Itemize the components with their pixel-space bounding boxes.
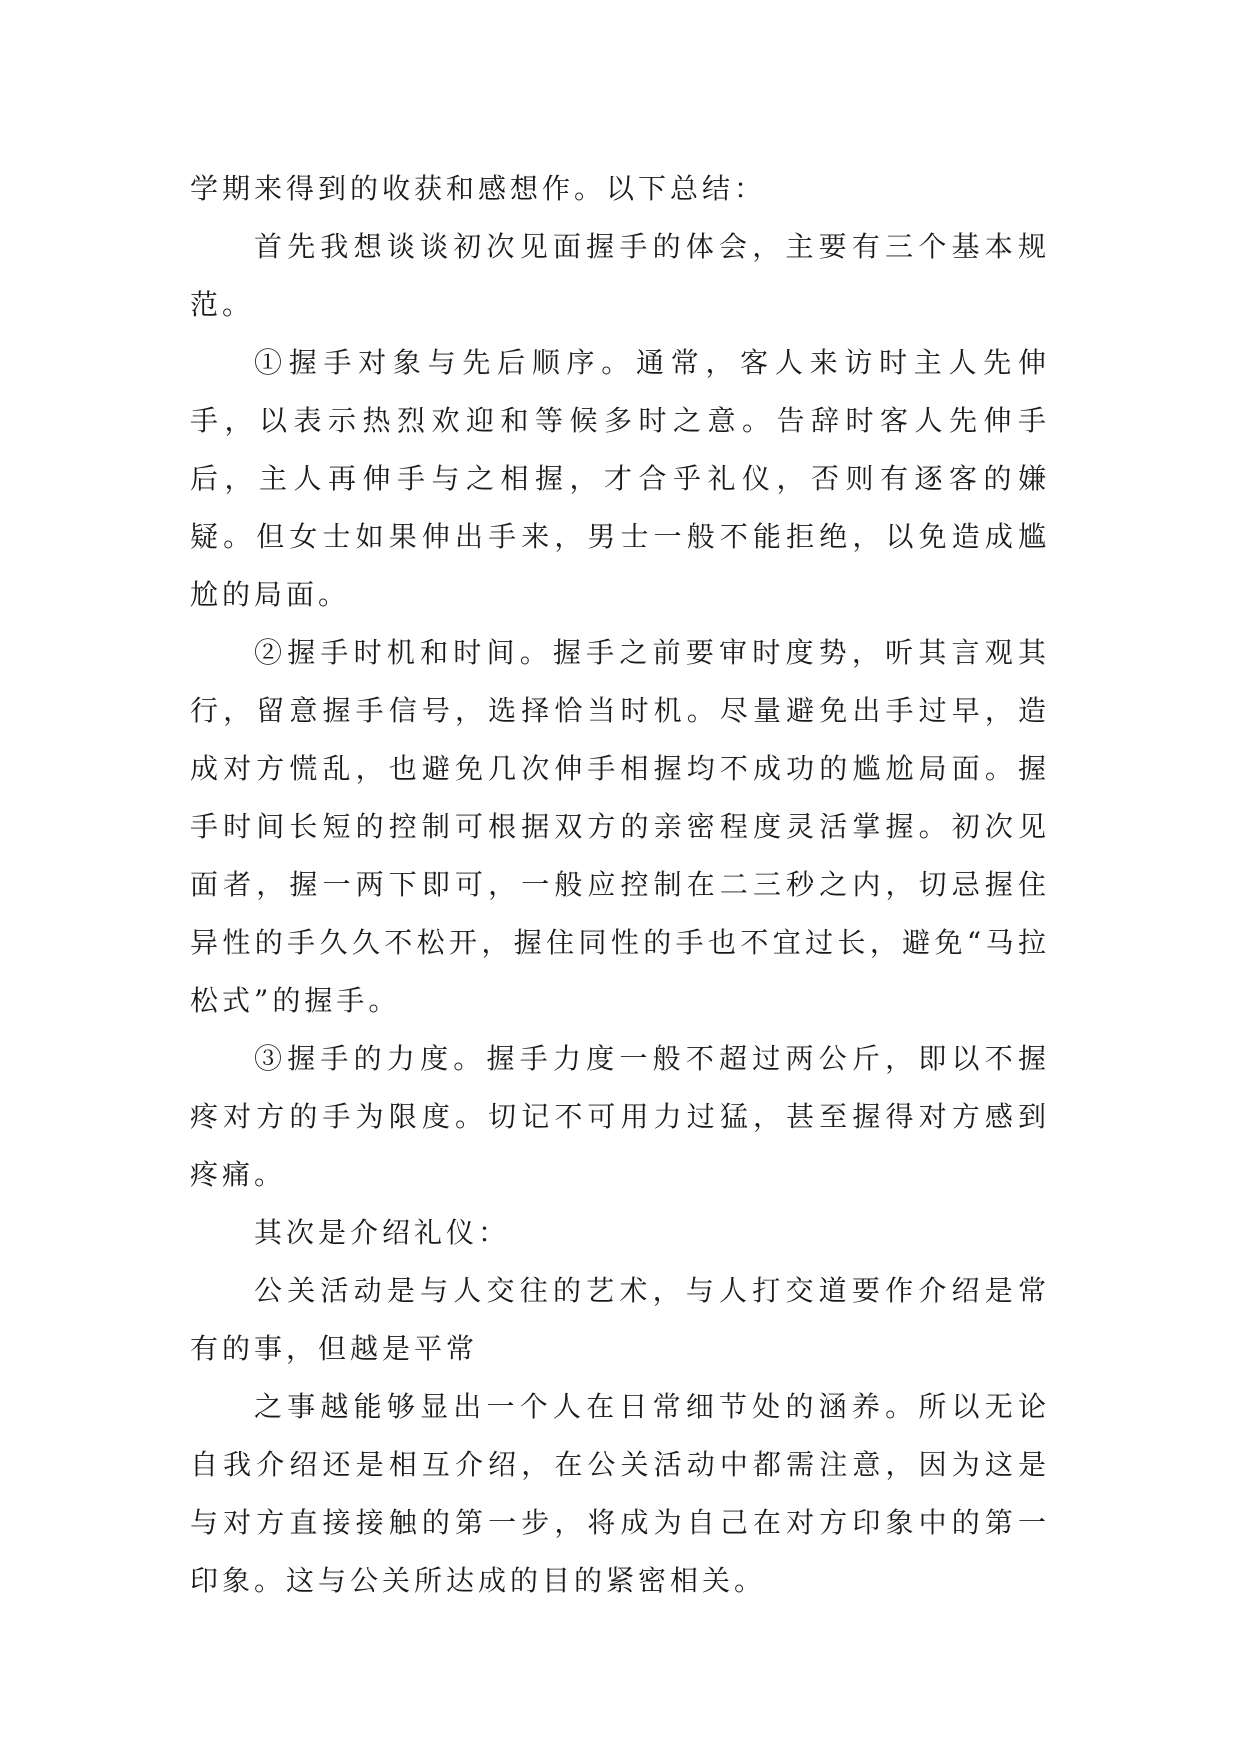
- paragraph-handshake-timing: ②握手时机和时间。握手之前要审时度势，听其言观其行，留意握手信号，选择恰当时机。尽量避免出手过早，造成对方慌乱，也避免几次伸手相握均不成功的尴尬局面。握手时间长短的控制可根据双方的亲密程度灵活掌握。初次见面者，握一两下即可，一般应控制在二三秒之内，切忌握住异性的手久久不松开，握住同性的手也不宜过长，避免“马拉松式”的握手。: [190, 636, 1050, 1017]
- paragraph-introduction-art: 公关活动是与人交往的艺术，与人打交道要作介绍是常有的事，但越是平常: [190, 1274, 1050, 1365]
- paragraph-handshake-strength: ③握手的力度。握手力度一般不超过两公斤，即以不握疼对方的手为限度。切记不可用力过猛，甚至握得对方感到疼痛。: [190, 1042, 1050, 1191]
- paragraph-handshake-order: ①握手对象与先后顺序。通常，客人来访时主人先伸手，以表示热烈欢迎和等候多时之意。告辞时客人先伸手后，主人再伸手与之相握，才合乎礼仪，否则有逐客的嫌疑。但女士如果伸出手来，男士一般不能拒绝，以免造成尴尬的局面。: [190, 346, 1050, 611]
- paragraph-handshake-intro: 首先我想谈谈初次见面握手的体会，主要有三个基本规范。: [190, 230, 1050, 321]
- paragraph-intro: 学期来得到的收获和感想作。以下总结：: [190, 172, 767, 205]
- document-body: [190, 160, 1050, 1610]
- paragraph-introduction-heading: 其次是介绍礼仪：: [254, 1216, 511, 1249]
- paragraph-introduction-detail: 之事越能够显出一个人在日常细节处的涵养。所以无论自我介绍还是相互介绍，在公关活动中都需注意，因为这是与对方直接接触的第一步，将成为自己在对方印象中的第一印象。这与公关所达成的目的紧密相关。: [190, 1390, 1050, 1597]
